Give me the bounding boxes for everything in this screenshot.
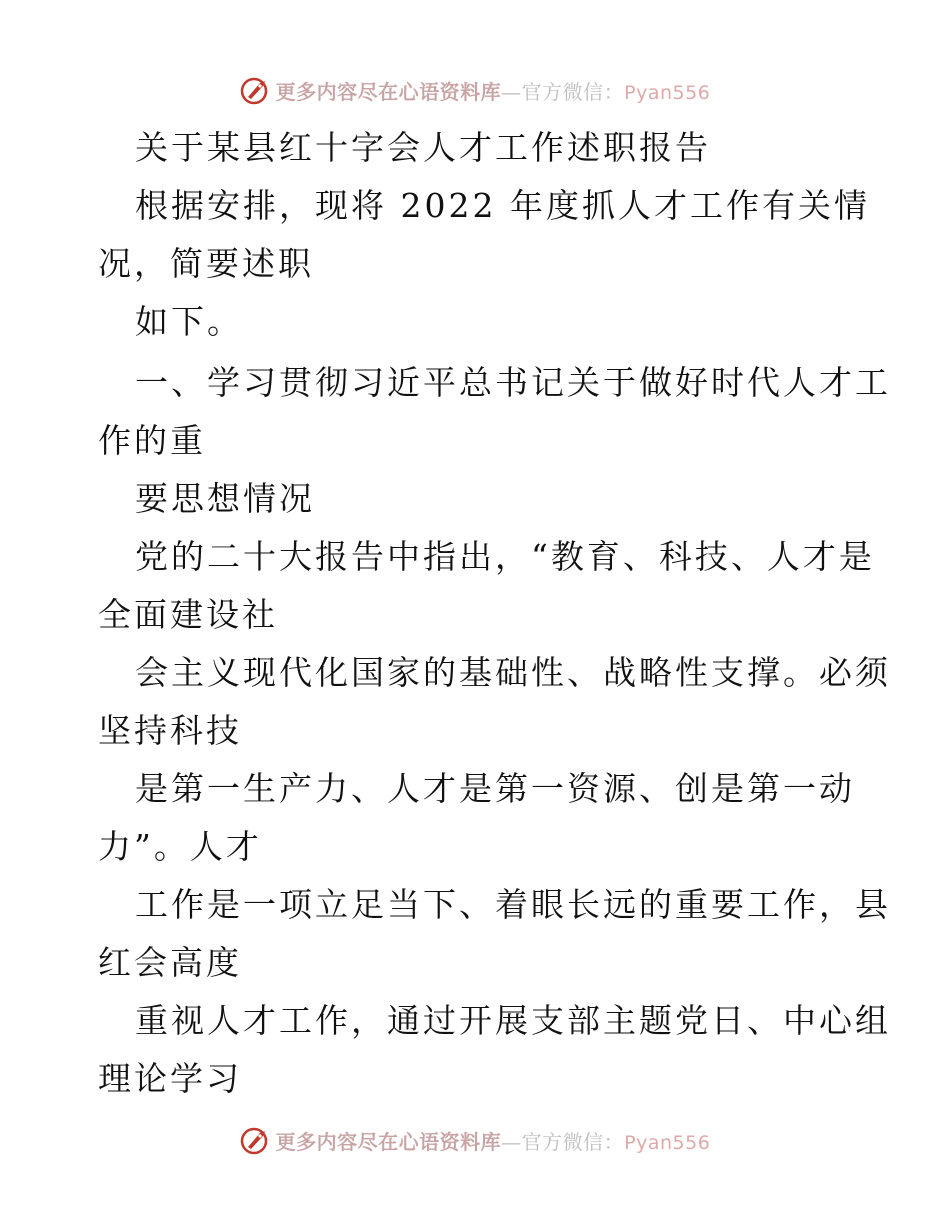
- paragraph-line: 党的二十大报告中指出，“教育、科技、人才是: [135, 537, 875, 576]
- paragraph-line: 坚持科技: [98, 711, 242, 750]
- paragraph-line: 理论学习: [98, 1059, 242, 1098]
- paragraph-line: 全面建设社: [98, 595, 278, 634]
- header-watermark: [0, 70, 950, 110]
- document-title: 关于某县红十字会人才工作述职报告: [135, 128, 711, 167]
- watermark-text: 更多内容尽在心语资料库—官方微信：Pyan556: [275, 79, 711, 104]
- paragraph-line: 况，简要述职: [98, 244, 314, 283]
- paragraph-line: 是第一生产力、人才是第一资源、创是第一动: [135, 769, 855, 808]
- pen-nib-circle-icon: [240, 1125, 270, 1155]
- section-heading: 一、学习贯彻习近平总书记关于做好时代人才工: [135, 363, 891, 402]
- paragraph-line: 会主义现代化国家的基础性、战略性支撑。必须: [135, 653, 891, 692]
- section-heading: 要思想情况: [135, 479, 315, 518]
- paragraph-line: 根据安排，现将 2022 年度抓人才工作有关情: [135, 186, 870, 225]
- paragraph-line: 如下。: [135, 302, 243, 341]
- section-heading: 作的重: [98, 421, 206, 460]
- paragraph-line: 工作是一项立足当下、着眼长远的重要工作，县: [135, 885, 891, 924]
- watermark-text: 更多内容尽在心语资料库—官方微信：Pyan556: [275, 1129, 711, 1154]
- footer-watermark: [0, 1120, 950, 1160]
- pen-nib-circle-icon: [240, 75, 270, 105]
- paragraph-line: 重视人才工作，通过开展支部主题党日、中心组: [135, 1001, 891, 1040]
- paragraph-line: 力”。人才: [98, 827, 262, 866]
- paragraph-line: 红会高度: [98, 943, 242, 982]
